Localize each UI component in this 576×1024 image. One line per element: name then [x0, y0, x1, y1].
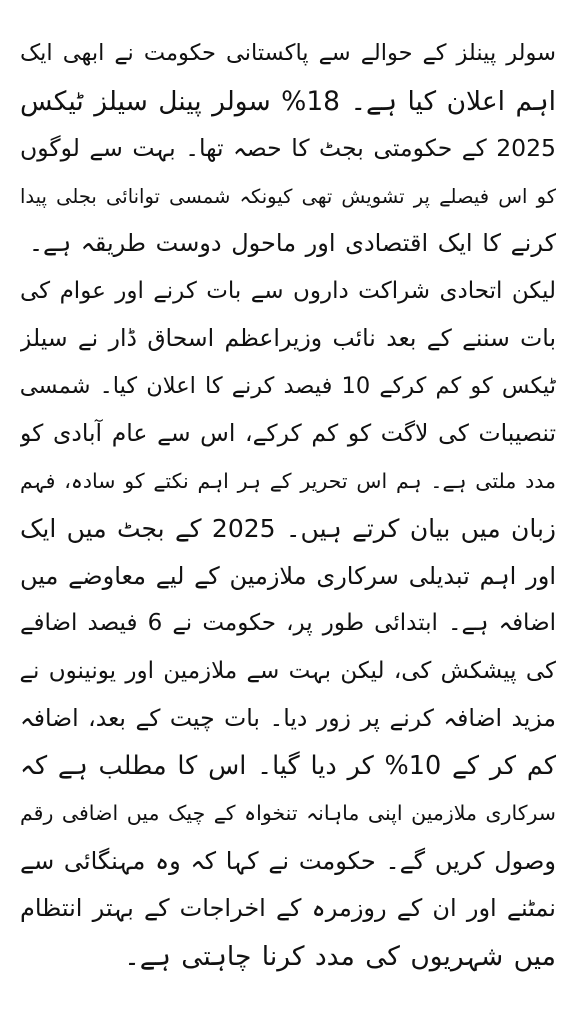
article-line: میں شہریوں کی مدد کرنا چاہتی ہے۔: [124, 940, 556, 972]
article-line: بات سننے کے بعد نائب وزیراعظم اسحاق ڈار نے سیلز: [20, 324, 556, 352]
article-line: کی پیشکش کی، لیکن بہت سے ملازمین اور یونینوں نے: [20, 657, 556, 684]
article-line: کو اس فیصلے پر تشویش تھی کیونکہ شمسی توانائی بجلی پیدا: [20, 184, 556, 208]
article-line: اور اہم تبدیلی سرکاری ملازمین کے لیے معاوضے میں: [20, 561, 556, 590]
article-line: مدد ملتی ہے۔ ہم اس تحریر کے ہر اہم نکتے کو سادہ، فہم: [20, 468, 556, 493]
article-line: مزید اضافہ کرنے پر زور دیا۔ بات چیت کے بعد، اضافہ: [20, 704, 556, 732]
article-line: کم کر کے 10% کر دیا گیا۔ اس کا مطلب ہے کہ: [20, 750, 556, 781]
article-line: 2025 کے حکومتی بجٹ کا حصہ تھا۔ بہت سے لوگوں: [20, 134, 556, 162]
article-line: زبان میں بیان کرتے ہیں۔ 2025 کے بجٹ میں ایک: [20, 514, 556, 543]
article-line: کرنے کا ایک اقتصادی اور ماحول دوست طریقہ ہے۔: [28, 229, 556, 257]
article-line: ٹیکس کو کم کرکے 10 فیصد کرنے کا اعلان کیا۔ شمسی: [20, 372, 556, 399]
article-line: وصول کریں گے۔ حکومت نے کہا کہ وہ مہنگائی سے: [20, 846, 556, 875]
article-line: لیکن اتحادی شراکت داروں سے بات کرنے اور عوام کی: [20, 277, 556, 304]
article-body: [20, 30, 556, 980]
article-line: نمٹنے اور ان کے روزمرہ کے اخراجات کے بہتر انتظام: [20, 894, 556, 922]
article-line: اہم اعلان کیا ہے۔ 18% سولر پینل سیلز ٹیکس: [20, 85, 556, 117]
article-line: سرکاری ملازمین اپنی ماہانہ تنخواہ کے چیک میں اضافی رقم: [20, 801, 556, 825]
article-line: سولر پینلز کے حوالے سے پاکستانی حکومت نے ابھی ایک: [20, 40, 556, 66]
article-line: تنصیبات کی لاگت کو کم کرکے، اس سے عام آبادی کو: [20, 419, 556, 447]
article-line: اضافہ ہے۔ ابتدائی طور پر، حکومت نے 6 فیصد اضافے: [20, 610, 556, 636]
